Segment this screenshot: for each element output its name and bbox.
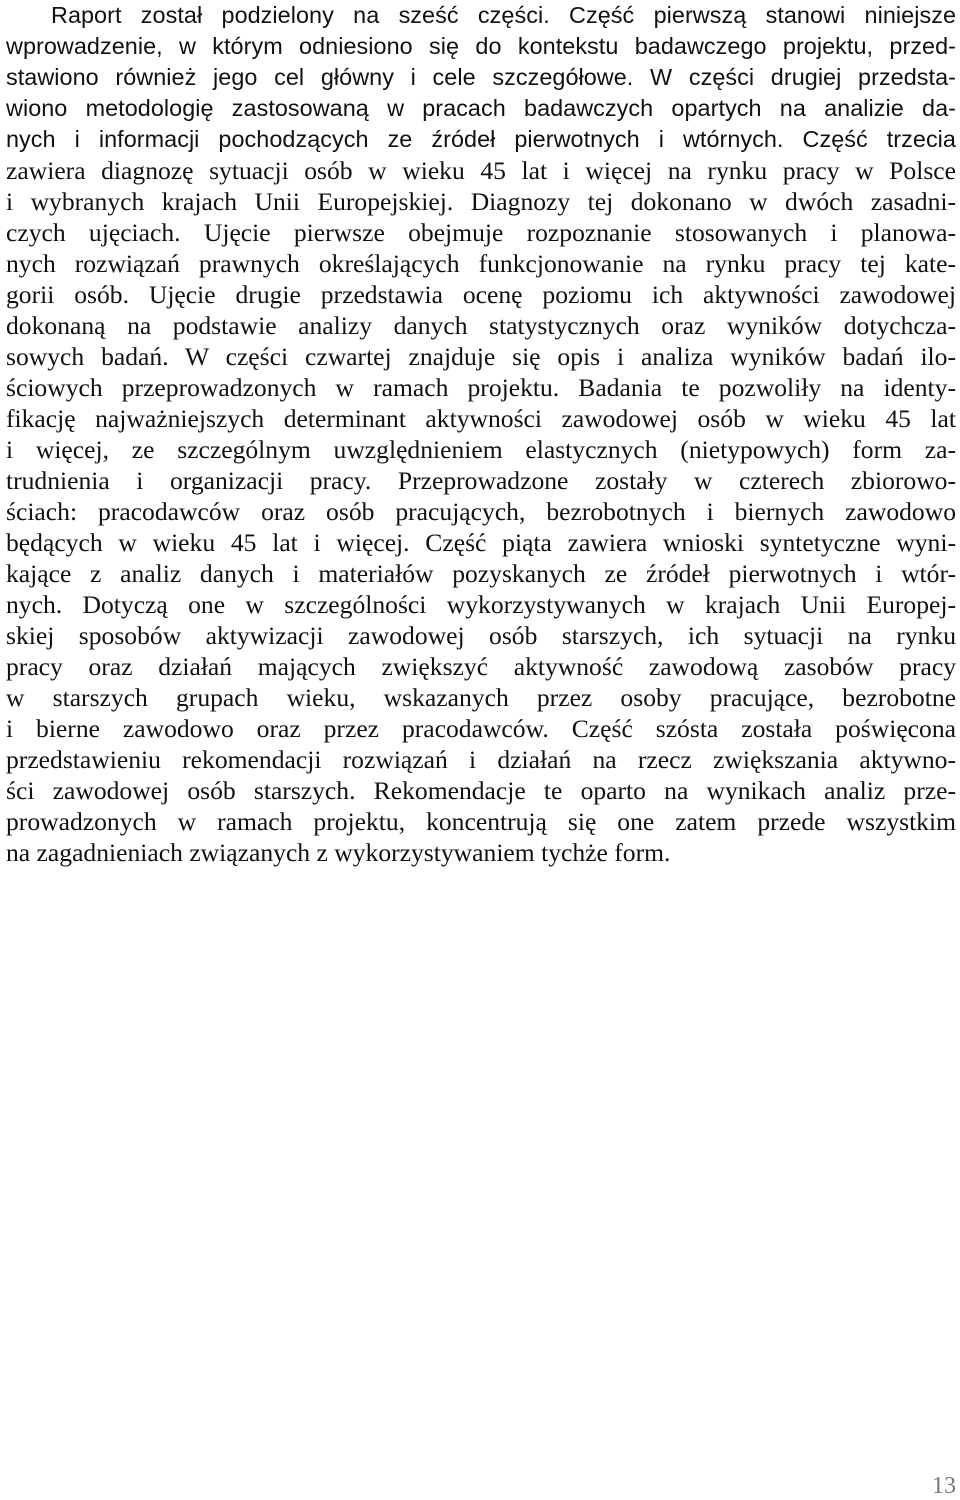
text-line-28: na zagadnieniach związanych z wykorzystywaniem tychże form. — [6, 838, 671, 867]
text-line-26: ści zawodowej osób starszych. Rekomendacje te oparto na wynikach analiz prze- — [6, 776, 956, 805]
text-line-9: nych rozwiązań prawnych określających funkcjonowanie na rynku pracy tej kate- — [6, 249, 956, 278]
text-line-8: czych ujęciach. Ujęcie pierwsze obejmuje rozpoznanie stosowanych i planowa- — [6, 218, 956, 247]
text-line-15: i więcej, ze szczególnym uwzględnieniem elastycznych (nietypowych) form za- — [6, 435, 956, 464]
report-paragraph — [6, 0, 956, 868]
text-line-3: stawiono również jego cel główny i cele szczegółowe. W części drugiej przedsta- — [6, 64, 956, 90]
text-line-27: prowadzonych w ramach projektu, koncentrują się one zatem przede wszystkim — [6, 807, 956, 836]
text-line-10: gorii osób. Ujęcie drugie przedstawia ocenę poziomu ich aktywności zawodowej — [6, 280, 956, 309]
text-line-23: w starszych grupach wieku, wskazanych przez osoby pracujące, bezrobotne — [6, 683, 956, 712]
text-line-14: fikację najważniejszych determinant aktywności zawodowej osób w wieku 45 lat — [6, 404, 956, 433]
text-line-4: wiono metodologię zastosowaną w pracach badawczych opartych na analizie da- — [6, 95, 956, 121]
text-line-6: zawiera diagnozę sytuacji osób w wieku 45 lat i więcej na rynku pracy w Polsce — [6, 156, 956, 185]
text-line-21: skiej sposobów aktywizacji zawodowej osób starszych, ich sytuacji na rynku — [6, 621, 956, 650]
text-line-25: przedstawieniu rekomendacji rozwiązań i działań na rzecz zwiększania aktywno- — [6, 745, 956, 774]
text-line-17: ściach: pracodawców oraz osób pracujących, bezrobotnych i biernych zawodowo — [6, 497, 956, 526]
text-line-2: wprowadzenie, w którym odniesiono się do kontekstu badawczego projektu, przed- — [6, 33, 956, 59]
text-line-13: ściowych przeprowadzonych w ramach projektu. Badania te pozwoliły na identy- — [6, 373, 956, 402]
text-line-1: Raport został podzielony na sześć części. Część pierwszą stanowi niniejsze — [51, 2, 956, 28]
text-line-20: nych. Dotyczą one w szczególności wykorzystywanych w krajach Unii Europej- — [6, 590, 956, 619]
text-line-5: nych i informacji pochodzących ze źródeł pierwotnych i wtórnych. Część trzecia — [6, 126, 956, 152]
text-line-24: i bierne zawodowo oraz przez pracodawców. Część szósta została poświęcona — [6, 714, 956, 743]
text-line-18: będących w wieku 45 lat i więcej. Część piąta zawiera wnioski syntetyczne wyni- — [6, 528, 956, 557]
page-number: 13 — [932, 1473, 956, 1499]
text-line-7: i wybranych krajach Unii Europejskiej. Diagnozy tej dokonano w dwóch zasadni- — [6, 187, 956, 216]
text-line-19: kające z analiz danych i materiałów pozyskanych ze źródeł pierwotnych i wtór- — [6, 559, 956, 588]
text-line-22: pracy oraz działań mających zwiększyć aktywność zawodową zasobów pracy — [6, 652, 956, 681]
text-line-16: trudnienia i organizacji pracy. Przeprowadzone zostały w czterech zbiorowo- — [6, 466, 956, 495]
text-line-11: dokonaną na podstawie analizy danych statystycznych oraz wyników dotychcza- — [6, 311, 956, 340]
text-line-12: sowych badań. W części czwartej znajduje się opis i analiza wyników badań ilo- — [6, 342, 956, 371]
